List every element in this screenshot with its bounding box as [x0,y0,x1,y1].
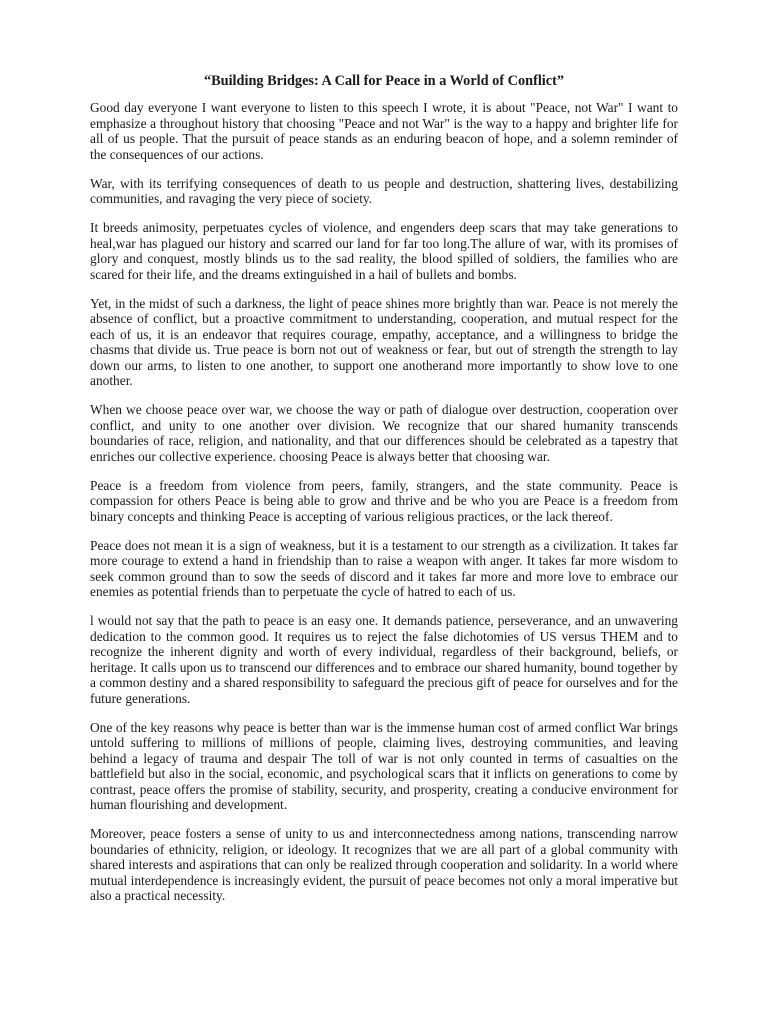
paragraph-9: One of the key reasons why peace is better than war is the immense human cost of armed conflict War brings untold suffering to millions of millions of people, claiming lives, destroying communities, and leaving behind a legacy of trauma and despair The toll of war is not only counted in terms of casualties on the battlefield but also in the social, economic, and psychological scars that it inflicts on generations to come by contrast, peace offers the promise of stability, security, and prosperity, creating a conducive environment for human flourishing and development. [90,719,678,812]
paragraph-8: l would not say that the path to peace is an easy one. It demands patience, perseverance, and an unwavering dedication to the common good. It requires us to reject the false dichotomies of US versus THEM and to recognize the inherent dignity and worth of every individual, regardless of their background, beliefs, or heritage. It calls upon us to transcend our differences and to embrace our shared humanity, bound together by a common destiny and a shared responsibility to safeguard the precious gift of peace for ourselves and for the future generations. [90,613,678,706]
paragraph-5: When we choose peace over war, we choose the way or path of dialogue over destruction, cooperation over conflict, and unity to one another over division. We recognize that our shared humanity transcends boundaries of race, religion, and nationality, and that our differences should be celebrated as a tapestry that enriches our collective experience. choosing Peace is always better that choosing war. [90,402,678,464]
paragraph-10: Moreover, peace fosters a sense of unity to us and interconnectedness among nations, transcending narrow boundaries of ethnicity, religion, or ideology. It recognizes that we are all part of a global community with shared interests and aspirations that can only be realized through cooperation and solidarity. In a world where mutual interdependence is increasingly evident, the pursuit of peace becomes not only a moral imperative but also a practical necessity. [90,826,678,903]
paragraph-4: Yet, in the midst of such a darkness, the light of peace shines more brightly than war. Peace is not merely the absence of conflict, but a proactive commitment to understanding, cooperation, and mutual respect for the each of us, it is an endeavor that requires courage, empathy, acceptance, and a willingness to bridge the chasms that divide us. True peace is born not out of weakness or fear, but out of strength the strength to lay down our arms, to listen to one another, to support one anotherand more importantly to show love to one another. [90,295,678,388]
paragraph-1: Good day everyone I want everyone to listen to this speech I wrote, it is about "Peace, not War" I want to emphasize a throughout history that choosing "Peace and not War" is the way to a happy and brighter life for all of us people. That the pursuit of peace stands as an enduring beacon of hope, and a solemn reminder of the consequences of our actions. [90,100,678,162]
document-title: “Building Bridges: A Call for Peace in a World of Conflict” [203,73,565,89]
document-page [90,72,678,917]
paragraph-2: War, with its terrifying consequences of death to us people and destruction, shattering lives, destabilizing communities, and ravaging the very piece of society. [90,175,678,206]
paragraph-7: Peace does not mean it is a sign of weakness, but it is a testament to our strength as a civilization. It takes far more courage to extend a hand in friendship than to raise a weapon with anger. It takes far more wisdom to seek common ground than to sow the seeds of discord and it takes far more and more love to embrace our enemies as potential friends than to perpetuate the cycle of hatred to each of us. [90,537,678,599]
paragraph-3: It breeds animosity, perpetuates cycles of violence, and engenders deep scars that may take generations to heal,war has plagued our history and scarred our land for far too long.The allure of war, with its promises of glory and conquest, mostly blinds us to the sad reality, the blood spilled of soldiers, the families who are scared for their life, and the dreams extinguished in a hail of bullets and bombs. [90,220,678,282]
paragraph-6: Peace is a freedom from violence from peers, family, strangers, and the state community. Peace is compassion for others Peace is being able to grow and thrive and be who you are Peace is a freedom from binary concepts and thinking Peace is accepting of various religious practices, or the lack thereof. [90,477,678,524]
